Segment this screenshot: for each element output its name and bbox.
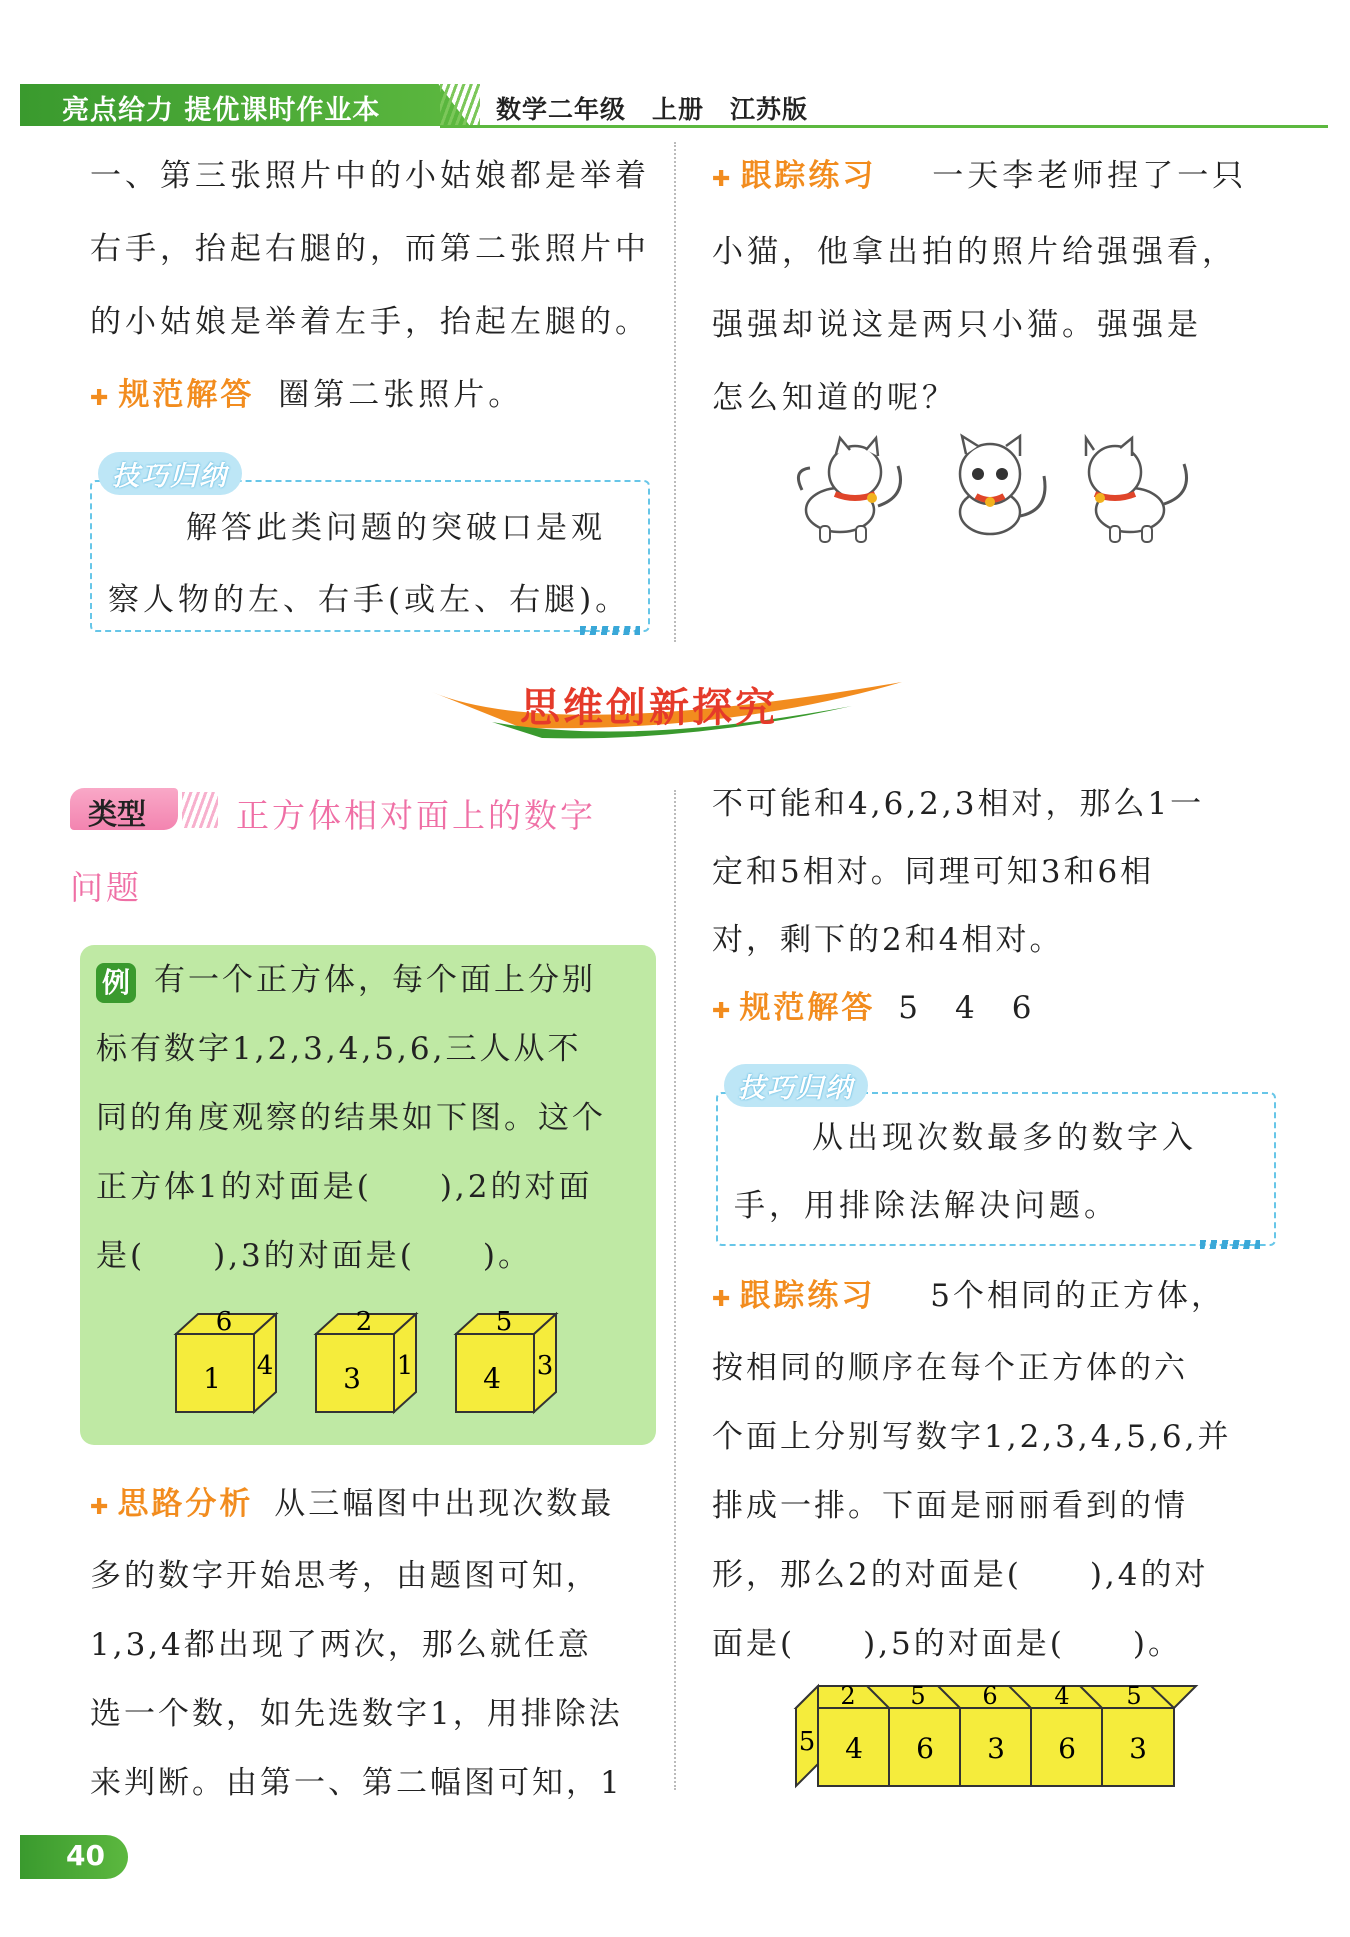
- text-line: 正方体1的对面是( ),2的对面: [96, 1169, 593, 1205]
- row-top-number: 4: [1054, 1682, 1070, 1710]
- text-line: 小猫，他拿出拍的照片给强强看，: [712, 234, 1237, 270]
- cube-front-number: 1: [203, 1362, 221, 1395]
- text-line: 个面上分别写数字1,2,3,4,5,6,并: [712, 1419, 1232, 1455]
- text-line: 从三幅图中出现次数最: [274, 1486, 615, 1522]
- answer-text: 5 4 6: [898, 990, 1035, 1026]
- text-line: 一、第三张照片中的小姑娘都是举着: [90, 158, 650, 194]
- tip-line: 解答此类问题的突破口是观: [186, 510, 606, 546]
- answer-label: 规范解答: [118, 377, 255, 413]
- row-left-number: 5: [798, 1727, 816, 1757]
- column-divider-top: [674, 142, 676, 642]
- text-line: 5个相同的正方体，: [930, 1278, 1226, 1314]
- practice-line: [712, 140, 1302, 216]
- text-line: 排成一排。下面是丽丽看到的情: [712, 1488, 1188, 1524]
- text-line: 有一个正方体，每个面上分别: [154, 962, 596, 998]
- text-line: 形，那么2的对面是( ),4的对: [712, 1557, 1209, 1593]
- tip-end-marks: [580, 626, 640, 635]
- example-cubes: [168, 1310, 588, 1420]
- tip-line: 从出现次数最多的数字入: [812, 1120, 1197, 1156]
- text-line: 右手，抬起右腿的，而第二张照片中: [90, 231, 650, 267]
- row-top-number: 5: [910, 1682, 926, 1710]
- analysis-text: [90, 1470, 670, 1818]
- example-badge: 例: [96, 963, 136, 1003]
- cross-icon: ✚: [90, 1495, 112, 1520]
- row-front-number: 6: [916, 1732, 934, 1765]
- text-line: 怎么知道的呢？: [712, 380, 957, 416]
- text-line: 多的数字开始思考，由题图可知，: [90, 1558, 600, 1594]
- cube-side-number: 3: [536, 1351, 554, 1381]
- cat-3: [1086, 438, 1187, 542]
- analysis-line: [90, 1470, 670, 1542]
- cube-side-number: 4: [256, 1351, 274, 1381]
- tip-line: 察人物的左、右手(或左、右腿)。: [108, 582, 631, 618]
- row-front-number: 3: [1129, 1732, 1147, 1765]
- cross-icon: ✚: [712, 999, 734, 1024]
- answer-line: [712, 974, 1312, 1046]
- example-text: [96, 946, 656, 1291]
- cube-front-number: 4: [483, 1362, 501, 1395]
- cross-icon: ✚: [712, 167, 735, 192]
- text-line: 标有数字1,2,3,4,5,6,三人从不: [96, 1031, 582, 1067]
- tip-line: 手，用排除法解决问题。: [734, 1188, 1119, 1224]
- text-line: 一天李老师捏了一只: [932, 158, 1248, 194]
- text-line: 1,3,4都出现了两次，那么就任意: [90, 1627, 592, 1663]
- row-top-number: 5: [1126, 1682, 1142, 1710]
- tip-end-marks: [1200, 1240, 1260, 1249]
- cat-2: [960, 436, 1045, 534]
- tip-text-left: [108, 492, 648, 636]
- left-top-text: [90, 140, 670, 435]
- text-line: 是( ),3的对面是( )。: [96, 1238, 532, 1274]
- cat-1: [798, 438, 900, 542]
- cube-2: [316, 1310, 416, 1412]
- text-line: 强强却说这是两只小猫。强强是: [712, 307, 1202, 343]
- analysis-label: 思路分析: [117, 1486, 254, 1522]
- practice-label: 跟踪练习: [740, 158, 877, 194]
- section-title: 思维创新探究: [520, 685, 778, 731]
- text-line: 定和5相对。同理可知3和6相: [712, 854, 1155, 890]
- tip-label-left: 技巧归纳: [98, 452, 242, 495]
- tip-text-right: [734, 1104, 1274, 1240]
- type-tag-label: 类型: [88, 797, 147, 831]
- text-line: 同的角度观察的结果如下图。这个: [96, 1100, 606, 1136]
- type-title-line2: 问题: [70, 868, 142, 907]
- answer-label: 规范解答: [739, 990, 876, 1026]
- row-top-number: 2: [840, 1682, 856, 1710]
- row-front-number: 4: [845, 1732, 863, 1765]
- cat-illustration: [780, 430, 1220, 550]
- cross-icon: ✚: [712, 1287, 734, 1312]
- text-line: 选一个数，如先选数字1，用排除法: [90, 1696, 623, 1732]
- book-info: 数学二年级 上册 江苏版: [496, 95, 809, 124]
- row-top-number: 6: [982, 1682, 998, 1710]
- cube-row: [790, 1680, 1210, 1790]
- series-title: 亮点给力 提优课时作业本: [62, 95, 381, 126]
- cube-1: [176, 1310, 276, 1412]
- answer-line: [90, 359, 670, 435]
- answer-text: 圈第二张照片。: [278, 377, 524, 413]
- header-stripes: [440, 84, 480, 126]
- cube-top-number: 6: [215, 1310, 233, 1337]
- practice-line: [712, 1262, 1312, 1334]
- right-bottom-text: [712, 770, 1312, 1046]
- text-line: 面是( ),5的对面是( )。: [712, 1626, 1182, 1662]
- cube-top-number: 2: [355, 1310, 373, 1337]
- practice-text: [712, 1262, 1312, 1679]
- right-top-text: [712, 140, 1302, 435]
- cross-icon: ✚: [90, 386, 113, 411]
- cube-side-number: 1: [396, 1351, 414, 1381]
- row-front-number: 3: [987, 1732, 1005, 1765]
- page-number: 40: [66, 1839, 105, 1872]
- cube-front-number: 3: [343, 1362, 361, 1395]
- column-divider-bottom: [674, 790, 676, 1790]
- tip-label-right: 技巧归纳: [724, 1064, 868, 1107]
- text-line: 对，剩下的2和4相对。: [712, 922, 1064, 958]
- type-stripes: [182, 792, 218, 828]
- text-line: 按相同的顺序在每个正方体的六: [712, 1350, 1188, 1386]
- cube-top-number: 5: [495, 1310, 513, 1337]
- text-line: 的小姑娘是举着左手，抬起左腿的。: [90, 304, 650, 340]
- cube-3: [456, 1310, 556, 1412]
- practice-label: 跟踪练习: [739, 1278, 876, 1314]
- type-title-line1: 正方体相对面上的数字: [236, 796, 596, 835]
- header-rule: [440, 125, 1328, 128]
- row-front-number: 6: [1058, 1732, 1076, 1765]
- text-line: 来判断。由第一、第二幅图可知，1: [90, 1765, 623, 1801]
- text-line: 不可能和4,6,2,3相对，那么1一: [712, 786, 1205, 822]
